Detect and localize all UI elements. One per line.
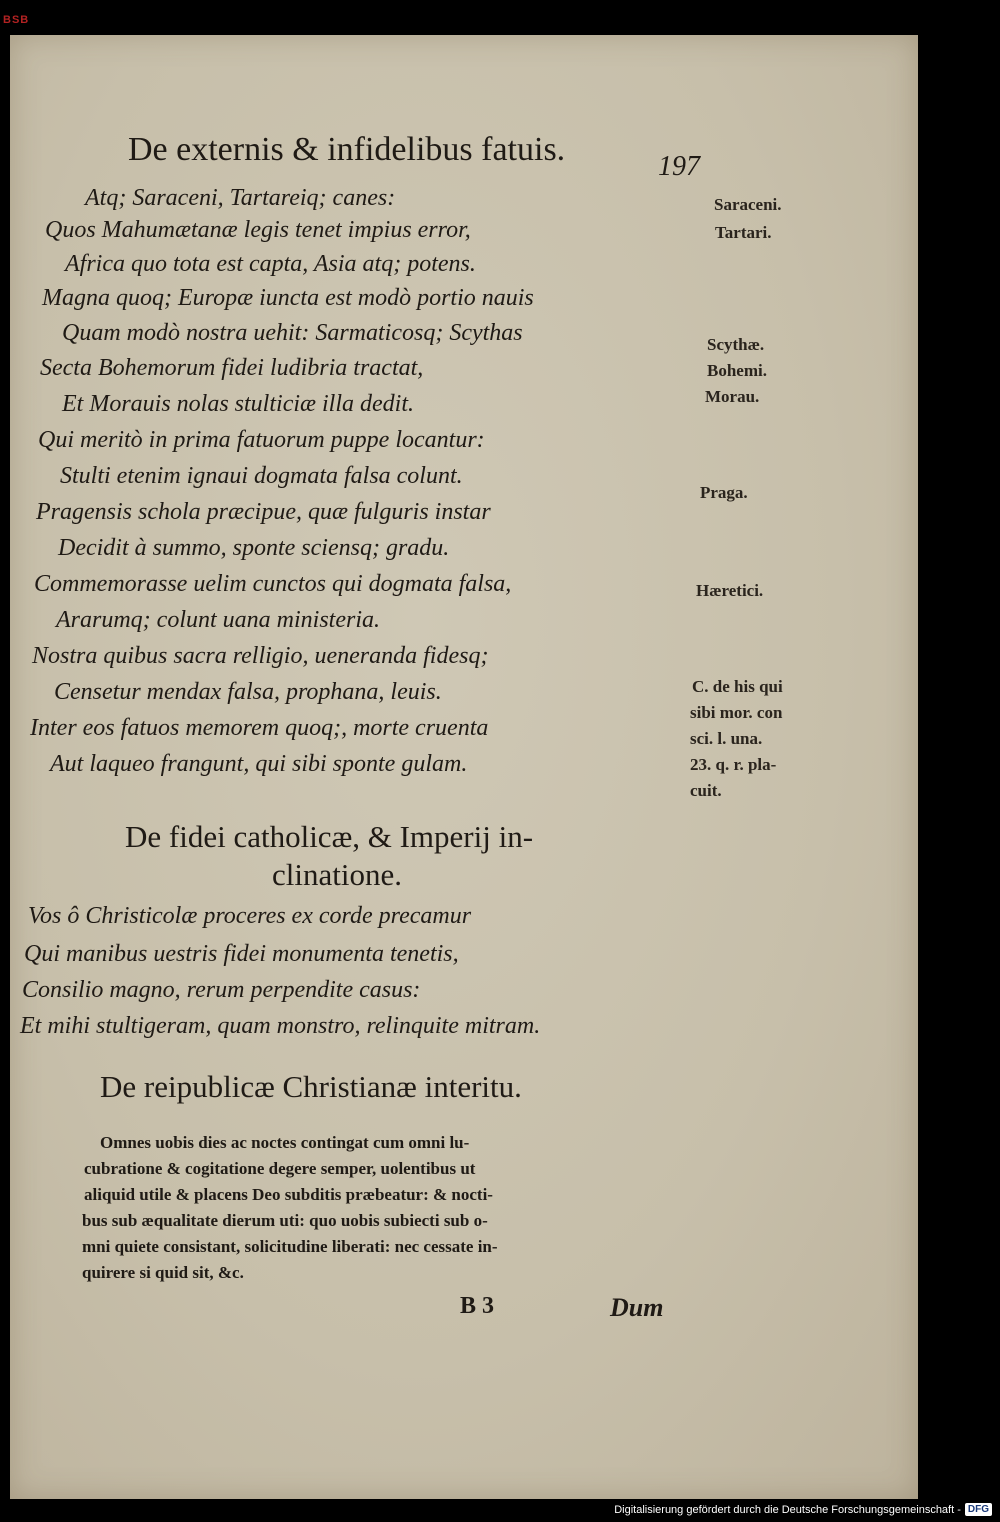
verse-line: Ararumq; colunt uana ministeria. xyxy=(56,607,380,633)
marginal-note: sibi mor. con xyxy=(690,703,783,722)
marginal-note: Hæretici. xyxy=(696,581,764,600)
marginal-note: Scythæ. xyxy=(707,335,765,354)
prose-line: aliquid utile & placens Deo subditis præbeatur: & nocti- xyxy=(84,1185,493,1204)
catchword: Dum xyxy=(610,1293,664,1322)
section-heading: De reipublicæ Christianæ interitu. xyxy=(100,1069,522,1104)
marginal-note: cuit. xyxy=(690,781,722,800)
prose-line: mni quiete consistant, solicitudine liberati: nec cessate in- xyxy=(82,1237,498,1256)
verse-line: Vos ô Christicolæ proceres ex corde precamur xyxy=(28,903,472,929)
prose-line: Omnes uobis dies ac noctes contingat cum omni lu- xyxy=(100,1133,470,1152)
verse-line: Pragensis schola præcipue, quæ fulguris instar xyxy=(36,499,491,525)
verse-line: Commemorasse uelim cunctos qui dogmata falsa, xyxy=(34,571,512,597)
library-mark: BSB xyxy=(3,14,30,26)
funding-notice: Digitalisierung gefördert durch die Deutsche Forschungsgemeinschaft - xyxy=(614,1503,961,1516)
marginal-note: Tartari. xyxy=(715,223,772,242)
verse-line: Stulti etenim ignaui dogmata falsa colunt. xyxy=(60,463,463,489)
verse-line: Censetur mendax falsa, prophana, leuis. xyxy=(54,679,442,705)
digitization-footer xyxy=(614,1503,992,1516)
marginal-note: 23. q. r. pla- xyxy=(690,755,777,774)
verse-line: Consilio magno, rerum perpendite casus: xyxy=(22,977,421,1003)
verse-line: Nostra quibus sacra relligio, ueneranda fidesq; xyxy=(32,643,489,669)
page-number: 197 xyxy=(658,151,700,182)
marginal-note: Morau. xyxy=(705,387,760,406)
verse-line: Aut laqueo frangunt, qui sibi sponte gulam. xyxy=(50,751,468,777)
prose-line: quirere si quid sit, &c. xyxy=(82,1263,244,1282)
prose-line: cubratione & cogitatione degere semper, uolentibus ut xyxy=(84,1159,476,1178)
verse-line: Et mihi stultigeram, quam monstro, relinquite mitram. xyxy=(20,1013,541,1039)
section-heading: De fidei catholicæ, & Imperij in- xyxy=(125,819,534,854)
verse-line: Decidit à summo, sponte sciensq; gradu. xyxy=(58,535,450,561)
verse-line: Magna quoq; Europæ iuncta est modò portio nauis xyxy=(42,285,534,311)
marginal-note: Saraceni. xyxy=(714,195,782,214)
marginal-note: C. de his qui xyxy=(692,677,783,696)
verse-line: Quam modò nostra uehit: Sarmaticosq; Scythas xyxy=(62,320,523,346)
dfg-logo-icon: DFG xyxy=(965,1503,992,1516)
verse-line: Quos Mahumætanæ legis tenet impius error, xyxy=(45,217,471,243)
book-page xyxy=(10,35,918,1499)
marginal-note: sci. l. una. xyxy=(690,729,763,748)
signature-mark: B 3 xyxy=(460,1293,495,1319)
verse-line: Inter eos fatuos memorem quoq;, morte cruenta xyxy=(30,715,489,741)
running-header: De externis & infidelibus fatuis. xyxy=(128,131,566,168)
verse-line: Qui manibus uestris fidei monumenta tenetis, xyxy=(24,941,459,967)
verse-line: Qui meritò in prima fatuorum puppe locantur: xyxy=(38,427,485,453)
verse-line: Secta Bohemorum fidei ludibria tractat, xyxy=(40,355,424,381)
prose-line: bus sub æqualitate dierum uti: quo uobis subiecti sub o- xyxy=(82,1211,488,1230)
verse-line: Atq; Saraceni, Tartareiq; canes: xyxy=(85,185,396,211)
marginal-note: Bohemi. xyxy=(707,361,767,380)
verse-line: Et Morauis nolas stulticiæ illa dedit. xyxy=(62,391,415,417)
section-heading-continued: clinatione. xyxy=(272,857,402,892)
verse-line: Africa quo tota est capta, Asia atq; potens. xyxy=(65,251,476,277)
marginal-note: Praga. xyxy=(700,483,748,502)
